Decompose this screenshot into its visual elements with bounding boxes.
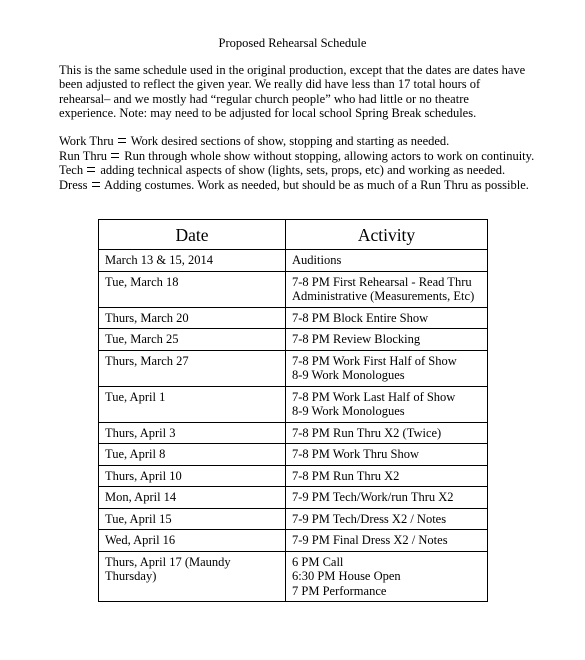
activity-line: 6:30 PM House Open	[292, 569, 401, 583]
definition-item	[59, 148, 535, 164]
activity-line: 7-8 PM Work Last Half of Show	[292, 389, 456, 404]
activity-cell	[286, 508, 488, 530]
activity-line: Administrative (Measurements, Etc)	[292, 289, 475, 303]
activity-cell	[286, 307, 488, 329]
activity-cell	[286, 250, 488, 272]
activity-cell	[286, 271, 488, 307]
definitions-list	[59, 134, 535, 192]
definition-term: Run Thru	[59, 148, 108, 163]
double-arrow-icon	[111, 153, 119, 158]
activity-line: 7-9 PM Tech/Dress X2 / Notes	[292, 511, 447, 526]
activity-cell	[286, 444, 488, 466]
date-cell: Thurs, April 10	[99, 465, 286, 487]
definition-term: Work Thru	[59, 134, 114, 148]
activity-line: 7-8 PM Review Blocking	[292, 332, 421, 346]
definition-text: Work desired sections of show, stopping and starting as needed.	[130, 134, 450, 148]
table-row	[99, 508, 488, 530]
table-row	[99, 350, 488, 386]
activity-line: 7-8 PM Block Entire Show	[292, 310, 429, 325]
date-cell: Thurs, April 3	[99, 422, 286, 444]
intro-paragraph: This is the same schedule used in the original production, except that the dates are dates have been adjusted to reflect the given year. We really did have less than 17 total hours of rehearsal– and we mostly had “regular church people” who had little or no theatre experience. Note: may need to be adjusted for local school Spring Break schedules.	[59, 63, 526, 121]
date-cell: March 13 & 15, 2014	[99, 250, 286, 272]
table-header-row	[99, 220, 488, 250]
activity-cell	[286, 530, 488, 552]
table-row	[99, 329, 488, 351]
table-row	[99, 465, 488, 487]
activity-line: 7-9 PM Final Dress X2 / Notes	[292, 533, 448, 547]
activity-line: 7-8 PM Run Thru X2 (Twice)	[292, 425, 442, 440]
rehearsal-schedule-table	[98, 219, 488, 602]
activity-line: 7-8 PM First Rehearsal - Read Thru	[292, 274, 472, 289]
activity-cell	[286, 329, 488, 351]
definition-item	[59, 134, 529, 149]
activity-line: 7 PM Performance	[292, 583, 387, 598]
activity-line: 7-9 PM Tech/Work/run Thru X2	[292, 490, 454, 504]
activity-cell	[286, 422, 488, 444]
activity-cell	[286, 551, 488, 602]
definition-term: Tech	[59, 163, 84, 177]
activity-cell	[286, 487, 488, 509]
definition-term: Dress	[59, 177, 88, 192]
table-body	[99, 250, 488, 602]
definition-text: adding technical aspects of show (lights, sets, props, etc) and working as needed.	[100, 163, 506, 177]
activity-line: Auditions	[292, 253, 342, 267]
date-cell: Thurs, March 20	[99, 307, 286, 329]
activity-line: 6 PM Call	[292, 554, 344, 569]
date-cell: Tue, April 8	[99, 444, 286, 466]
table-row	[99, 250, 488, 272]
activity-line: 7-8 PM Work First Half of Show	[292, 353, 457, 368]
date-column-header: Date	[99, 220, 286, 250]
definition-text: Adding costumes. Work as needed, but should be as much of a Run Thru as possible.	[104, 177, 529, 192]
date-cell: Thurs, March 27	[99, 350, 286, 386]
activity-cell	[286, 350, 488, 386]
activity-line: 7-8 PM Work Thru Show	[292, 447, 420, 461]
activity-column-header: Activity	[286, 220, 488, 250]
table-row	[99, 444, 488, 466]
activity-line: 8-9 Work Monologues	[292, 404, 405, 418]
date-cell: Tue, March 18	[99, 271, 286, 307]
table-row	[99, 386, 488, 422]
definition-text: Run through whole show without stopping, allowing actors to work on continuity.	[124, 148, 535, 163]
table-row	[99, 530, 488, 552]
date-cell: Tue, March 25	[99, 329, 286, 351]
double-arrow-icon	[87, 167, 95, 172]
date-cell: Thurs, April 17 (Maundy Thursday)	[99, 551, 286, 602]
date-cell: Tue, April 15	[99, 508, 286, 530]
activity-cell	[286, 465, 488, 487]
table-row	[99, 551, 488, 602]
table-row	[99, 307, 488, 329]
date-cell: Mon, April 14	[99, 487, 286, 509]
activity-line: 7-8 PM Run Thru X2	[292, 468, 400, 483]
activity-line: 8-9 Work Monologues	[292, 368, 405, 382]
table-row	[99, 271, 488, 307]
definition-item	[59, 163, 529, 178]
double-arrow-icon	[92, 182, 100, 187]
date-cell: Tue, April 1	[99, 386, 286, 422]
table-row	[99, 487, 488, 509]
date-cell: Wed, April 16	[99, 530, 286, 552]
activity-cell	[286, 386, 488, 422]
double-arrow-icon	[118, 138, 126, 143]
definition-item	[59, 178, 529, 193]
table-row	[99, 422, 488, 444]
page-title: Proposed Rehearsal Schedule	[218, 36, 367, 50]
